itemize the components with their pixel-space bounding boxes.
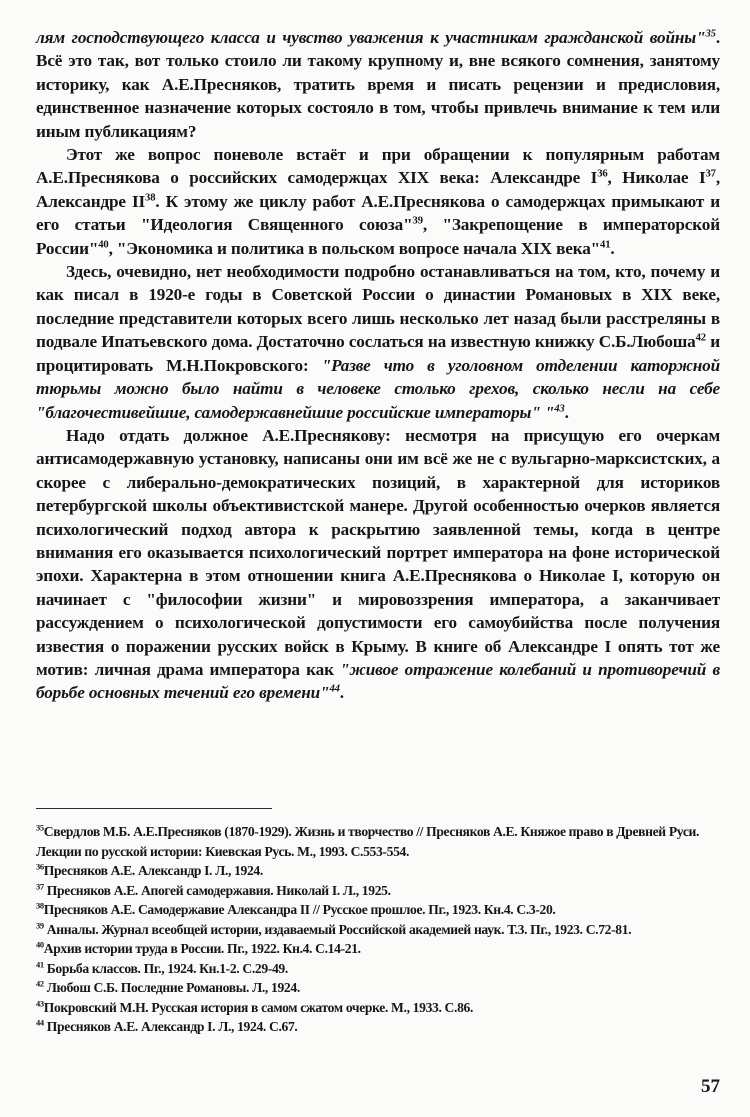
footnote-number: 44 [36,1017,44,1028]
footnote-ref: 35 [705,28,716,40]
footnote-ref: 44 [329,683,340,695]
footnote-text: Покровский М.Н. Русская история в самом сжатом очерке. М., 1933. С.86. [43,999,474,1015]
footnote [36,998,720,1018]
footnote-number: 39 [36,919,44,930]
text-run: , Александре II [36,168,720,211]
text-run: и процитировать М.Н.Покровского: [36,332,720,375]
footnote [36,881,720,901]
text-run: , "Экономика и политика в польском вопросе начала XIX века" [108,238,601,258]
footnote-number: 43 [36,997,44,1008]
footnote [36,861,720,881]
footnote-number: 36 [36,861,44,872]
footnote-number: 35 [36,822,44,833]
footnote-text: Пресняков А.Е. Александр I. Л., 1924. С.67. [43,1019,298,1034]
footnote-ref: 43 [554,402,565,414]
footnote-number: 41 [36,958,44,969]
main-text [36,26,720,705]
footnote-text: Свердлов М.Б. А.Е.Пресняков (1870-1929). Жизнь и творчество // Пресняков А.Е. Княжое право в Древней Руси. Лекции по русской истории: Киевская Русь. М., 1993. С.553-554. [36,824,700,859]
text-run: , Николае I [607,168,706,188]
paragraph [36,143,720,260]
text-run: Этот же вопрос поневоле встаёт и при обращении к популярным работам А.Е.Преснякова о российских самодержцах XIX века: Александре I [36,145,720,188]
text-run: Здесь, очевидно, нет необходимости подробно останавливаться на том, кто, почему и как писал в 1920-е годы в Советской России о династии Романовых в XIX веке, последние представители которых всего лишь несколько лет назад были расстреляны в подвале Ипатьевского дома. Достаточно сослаться на известную книжку С.Б.Любоша [36,262,720,352]
text-run: . [610,238,615,258]
footnotes [36,822,720,1037]
text-run: . [564,402,569,422]
footnote-ref: 41 [600,238,611,250]
italic-quote: лям господствующего класса и чувство уважения к участникам гражданской войны" [36,28,706,47]
footnote-ref: 36 [597,168,608,180]
footnote-ref: 39 [412,215,423,227]
footnote [36,978,720,998]
text-run: , "Закрепощение в императорской России" [36,215,720,258]
footnote-text: Любош С.Б. Последние Романовы. Л., 1924. [43,980,300,995]
italic-quote: "живое отражение колебаний и противоречий в борьбе основных течений его времени" [36,659,720,703]
footnote-ref: 42 [695,332,706,344]
footnote-number: 38 [36,900,44,911]
footnote-text: Анналы. Журнал всеобщей истории, издаваемый Российской академией наук. Т.3. Пг., 1923. С.72-81. [43,921,632,937]
footnote-text: Архив истории труда в России. Пг., 1922. Кн.4. С.14-21. [43,941,361,956]
footnote-text: Борьба классов. Пг., 1924. Кн.1-2. С.29-49. [43,960,288,976]
footnote [36,959,720,979]
paragraph [36,424,720,705]
footnote-text: Пресняков А.Е. Александр I. Л., 1924. [43,863,263,878]
footnote [36,1017,720,1037]
text-run: Надо отдать должное А.Е.Преснякову: несмотря на присущую его очеркам антисамодержавную установку, написаны они им всё же не с вульгарно-марксистских, а скорее с либерально-демократических позиций, в характерной для историков петербургской школы объективистской манере. Другой особенностью очерков является психологический подход автора к раскрытию заявленной темы, когда в центре внимания его оказывается психологический портрет императора на фоне исторической эпохи. Характерна в этом отношении книга А.Е.Преснякова о Николае I, которую он начинает с "философии жизни" и мировоззрения императора, а заканчивает рассуждением о психологической допустимости его самоубийства после получения известия о поражении русских войск в Крыму. В книге об Александре I опять тот же мотив: личная драма императора как [36,425,720,679]
page-number: 57 [701,1076,720,1097]
footnote [36,900,720,920]
footnote [36,920,720,940]
footnote [36,939,720,959]
footnote-number: 42 [36,978,44,989]
footnote-ref: 40 [98,238,109,250]
paragraph [36,26,720,143]
text-run: . [339,683,344,703]
italic-quote: "Разве что в уголовном отделении каторжной тюрьмы можно было найти в человеке столько грехов, сколько несли на себе "благочестивейшие, самодержавнейшие российские императоры" " [36,355,720,422]
paragraph [36,260,720,424]
footnote-separator [36,808,272,809]
footnote-number: 40 [36,939,44,950]
text-run: . К этому же циклу работ А.Е.Преснякова о самодержцах примыкают и его статьи "Идеология Священного союза" [36,191,720,235]
footnote-number: 37 [36,880,44,891]
footnote [36,822,720,861]
footnote-ref: 37 [705,168,716,180]
footnote-text: Пресняков А.Е. Апогей самодержавия. Николай I. Л., 1925. [43,882,391,898]
footnote-ref: 38 [145,192,156,204]
footnote-text: Пресняков А.Е. Самодержавие Александра II // Русское прошлое. Пг., 1923. Кн.4. С.3-20. [43,902,556,917]
text-run: . Всё это так, вот только стоило ли такому крупному и, вне всякого сомнения, занятому историку, как А.Е.Пресняков, тратить время и писать рецензии и предисловия, единственное назначение которых состояло в том, чтобы привлечь внимание к тем или иным публикациям? [36,28,720,141]
